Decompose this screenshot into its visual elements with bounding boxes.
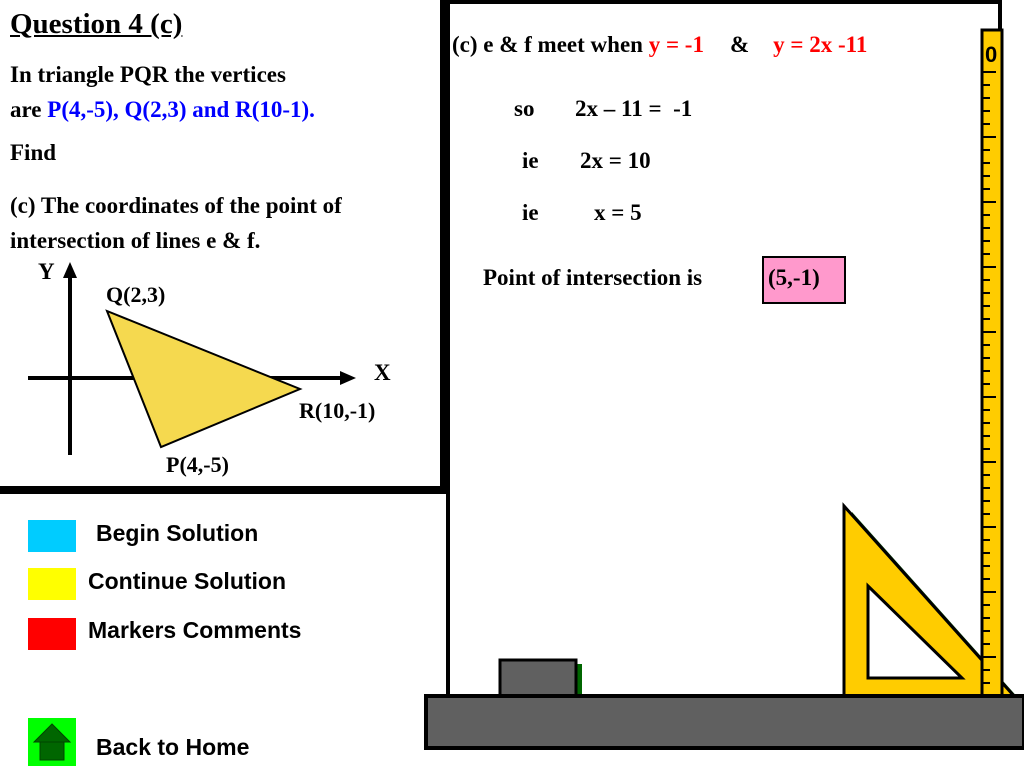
back-to-home-button[interactable] <box>28 718 76 766</box>
question-intro-line1: In triangle PQR the vertices <box>10 62 286 87</box>
step1-equation: 2x – 11 = -1 <box>575 96 693 121</box>
vertex-q-label: Q(2,3) <box>106 282 166 307</box>
vertices-text: P(4,-5), Q(2,3) and R(10-1). <box>47 97 315 122</box>
home-icon <box>28 718 76 766</box>
heading-prefix: (c) e & f meet when <box>452 32 649 57</box>
step1-word: so <box>514 96 535 121</box>
result-label: Point of intersection is <box>483 265 703 290</box>
markers-comments-label[interactable]: Markers Comments <box>88 617 302 643</box>
markers-comments-button[interactable] <box>28 618 76 650</box>
ruler <box>982 30 1002 702</box>
continue-solution-button[interactable] <box>28 568 76 600</box>
triangle-pqr <box>107 311 300 447</box>
question-intro-line2 <box>10 97 315 123</box>
drawing-tools <box>420 20 1024 768</box>
part-c-line2: intersection of lines e & f. <box>10 228 261 253</box>
step2-equation: 2x = 10 <box>580 148 651 173</box>
find-label: Find <box>10 140 57 165</box>
result-value: (5,-1) <box>768 265 820 290</box>
step2-word: ie <box>522 148 539 173</box>
horizontal-divider <box>0 486 448 494</box>
y-axis-label: Y <box>38 259 55 284</box>
equation-e: y = -1 <box>648 32 704 57</box>
equation-f: y = 2x -11 <box>773 32 868 57</box>
back-to-home-label[interactable]: Back to Home <box>96 734 250 760</box>
vertex-p-label: P(4,-5) <box>166 452 229 477</box>
board-shelf <box>426 696 1024 748</box>
ampersand: & <box>729 32 750 57</box>
eraser <box>500 660 576 698</box>
step3-equation: x = 5 <box>594 200 642 225</box>
triangle-diagram <box>0 250 440 485</box>
part-c-line1: (c) The coordinates of the point of <box>10 193 342 218</box>
x-axis-label: X <box>374 360 391 385</box>
continue-solution-label[interactable]: Continue Solution <box>88 568 287 594</box>
intro-prefix: are <box>10 97 48 122</box>
question-title: Question 4 (c) <box>10 8 183 40</box>
ruler-zero-label: 0 <box>985 42 998 67</box>
y-axis-arrow <box>63 262 77 278</box>
vertex-r-label: R(10,-1) <box>299 398 376 423</box>
begin-solution-label[interactable]: Begin Solution <box>96 520 259 546</box>
begin-solution-button[interactable] <box>28 520 76 552</box>
step3-word: ie <box>522 200 539 225</box>
x-axis-arrow <box>340 371 356 385</box>
